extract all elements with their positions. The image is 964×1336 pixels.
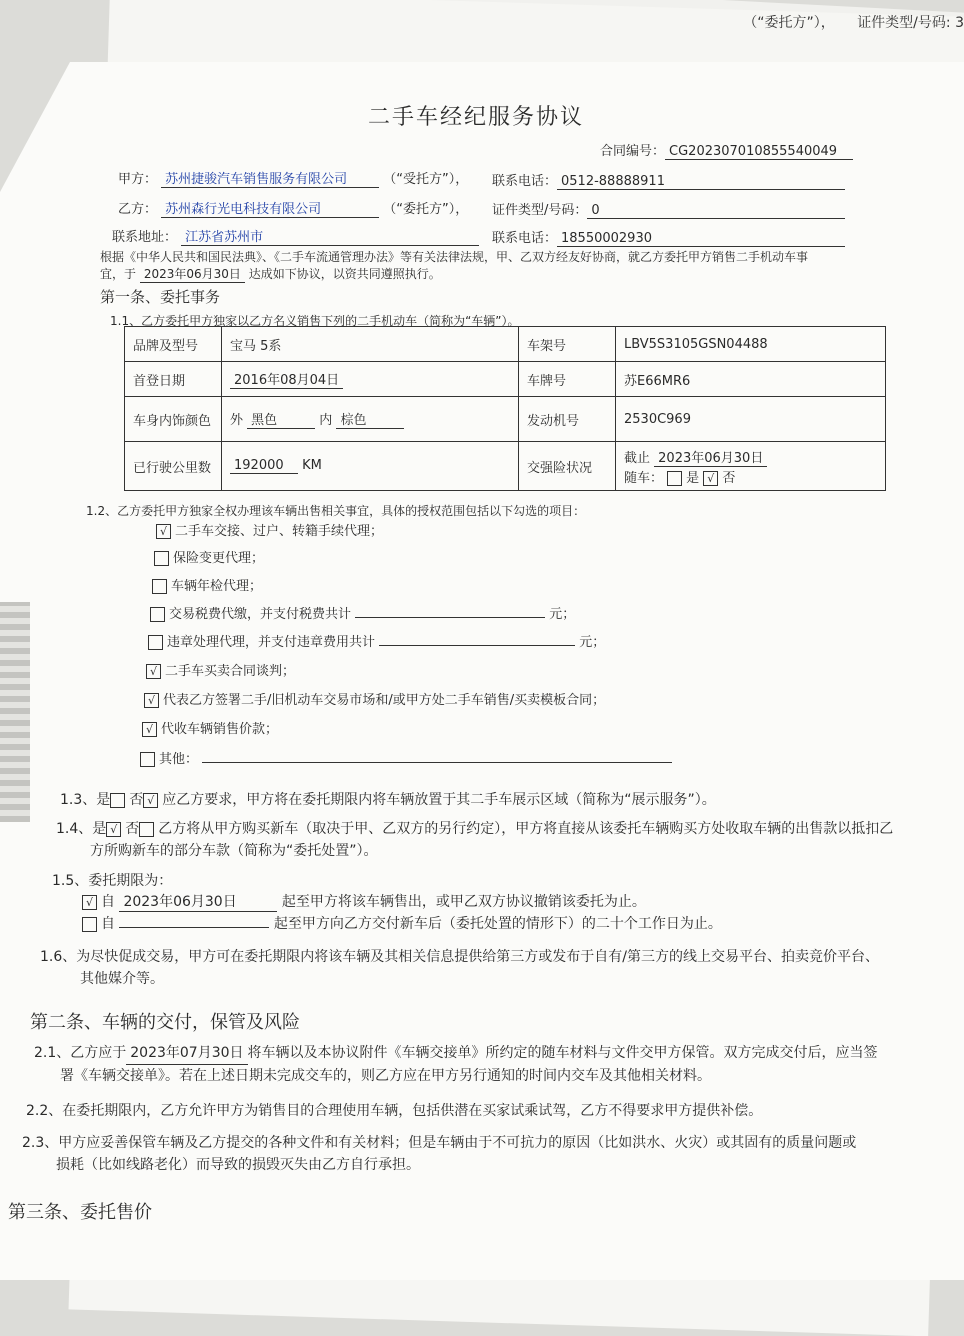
plate-value: 苏E66MR6 xyxy=(616,362,886,397)
term-from: 自 xyxy=(101,894,115,910)
vin-label: 车架号 xyxy=(519,327,616,362)
scope-item-4 xyxy=(150,603,575,622)
phone-label: 联系电话： xyxy=(492,174,558,189)
plate-label: 车牌号 xyxy=(519,362,616,397)
party-b-id-row xyxy=(492,199,845,219)
ext-color: 黑色 xyxy=(247,409,315,429)
insurance-label: 交强险状况 xyxy=(519,442,616,491)
basis-prefix: 宜，于 xyxy=(100,267,137,281)
scope-item-label: 车辆年检代理； xyxy=(171,579,263,594)
scope-checkbox[interactable] xyxy=(152,579,167,594)
basis-suffix: 达成如下协议，以资共同遵照执行。 xyxy=(248,267,441,281)
clause-1-3-no-checkbox[interactable]: √ xyxy=(143,793,158,808)
clause-1-2: 1.2、乙方委托甲方独家全权办理该车辆出售相关事宜，具体的授权范围包括以下勾选的项目： xyxy=(86,504,586,518)
mileage-cell xyxy=(222,442,519,491)
clause-1-4-no-checkbox[interactable] xyxy=(139,822,154,837)
term-2-date-blank[interactable] xyxy=(119,927,269,928)
party-b-name: 苏州森行光电科技有限公司 xyxy=(161,198,379,218)
scope-item-label: 其他： xyxy=(159,752,199,767)
clause-1-3-text: 应乙方要求，甲方将在委托期限内将车辆放置于其二手车展示区域（简称为“展示服务”）。 xyxy=(162,792,716,808)
scope-checkbox[interactable] xyxy=(154,551,169,566)
article-1-heading: 第一条、委托事务 xyxy=(100,288,221,306)
clause-1-4-yes-checkbox[interactable]: √ xyxy=(106,822,121,837)
yes-checkbox[interactable] xyxy=(667,471,682,486)
clause-1-6 xyxy=(40,946,879,990)
mileage-value: 192000 xyxy=(230,458,298,474)
scope-checkbox[interactable]: √ xyxy=(142,722,157,737)
strip-id-value: 3 xyxy=(955,15,964,31)
scope-item-8 xyxy=(142,718,278,737)
no-label: 否 xyxy=(722,470,736,486)
party-a-row xyxy=(118,168,468,188)
int-label: 内 xyxy=(319,413,333,428)
top-strip xyxy=(743,12,964,32)
color-cell xyxy=(222,397,519,442)
clause-2-3 xyxy=(22,1132,856,1176)
scope-item-label: 保险变更代理； xyxy=(173,551,265,566)
address-row xyxy=(112,226,479,246)
scope-item-label: 代表乙方签署二手/旧机动车交易市场和/或甲方处二手车销售/买卖模板合同； xyxy=(163,693,606,708)
term-2-checkbox[interactable] xyxy=(82,917,97,932)
brand-value: 宝马 5系 xyxy=(222,327,519,362)
strip-party: （“委托方”）， xyxy=(743,15,835,31)
clause-1-4-no: 否 xyxy=(125,821,140,837)
contract-number xyxy=(600,140,853,160)
clause-1-6-text: 1.6、为尽快促成交易，甲方可在委托期限内将该车辆及其相关信息提供给第三方或发布于自有/第三方的线上交易平台、拍卖竞价平台、 xyxy=(40,949,879,965)
fine-amount-blank[interactable] xyxy=(379,645,575,646)
no-checkbox[interactable]: √ xyxy=(703,471,718,486)
scope-item-label: 二手车交接、过户、转籍手续代理； xyxy=(175,524,384,539)
clause-2-3-text: 2.3、甲方应妥善保管车辆及乙方提交的各种文件和有关材料；但是车辆由于不可抗力的原因（比如洪水、火灾）或其固有的质量问题或 xyxy=(22,1135,857,1151)
party-a-name: 苏州捷骏汽车销售服务有限公司 xyxy=(161,168,379,188)
term-from: 自 xyxy=(101,916,115,932)
engine-label: 发动机号 xyxy=(519,397,616,442)
table-row xyxy=(125,327,886,362)
clause-1-4-text: 乙方将从甲方购买新车（取决于甲、乙双方的另行约定），甲方将直接从该委托车辆购买方处收取车辆的出售款以抵扣乙 xyxy=(158,821,894,837)
table-row xyxy=(125,442,886,491)
scope-item-6 xyxy=(146,660,295,679)
other-blank[interactable] xyxy=(202,762,672,763)
clause-2-1-date: 2023年07月30日 xyxy=(126,1042,247,1065)
clause-2-1-text: 将车辆以及本协议附件《车辆交接单》所约定的随车材料与文件交甲方保管。双方完成交付后，应当签 xyxy=(247,1045,878,1061)
scope-item-2 xyxy=(154,547,264,566)
basis-date: 2023年06月30日 xyxy=(140,265,245,283)
clause-1-4-yes: 是 xyxy=(92,821,107,837)
party-b-row xyxy=(118,198,468,218)
party-b-id: 0 xyxy=(587,203,845,219)
clause-1-3-no: 否 xyxy=(129,792,144,808)
color-label: 车身内饰颜色 xyxy=(125,397,222,442)
reg-value: 2016年08月04日 xyxy=(230,369,343,389)
contract-no-value: CG202307010855540049 xyxy=(665,144,853,160)
scope-checkbox[interactable]: √ xyxy=(146,664,161,679)
mileage-label: 已行驶公里数 xyxy=(125,442,222,491)
scope-item-1 xyxy=(156,520,383,539)
clause-1-3-num: 1.3、 xyxy=(60,792,97,808)
term-option-1 xyxy=(82,891,646,912)
article-2-heading: 第二条、车辆的交付，保管及风险 xyxy=(30,1012,300,1033)
yuan-label: 元； xyxy=(549,607,576,622)
clause-2-1 xyxy=(34,1042,878,1087)
clause-1-3 xyxy=(60,789,716,809)
int-color: 棕色 xyxy=(336,409,404,429)
vin-value: LBV5S3105GSN04488 xyxy=(616,327,886,362)
with-car-label: 随车： xyxy=(624,470,664,486)
engine-value: 2530C969 xyxy=(616,397,886,442)
scope-item-9 xyxy=(140,748,672,767)
clause-1-5: 1.5、委托期限为： xyxy=(52,873,173,889)
scope-checkbox[interactable] xyxy=(140,752,155,767)
clause-1-4-num: 1.4、 xyxy=(56,821,93,837)
scope-item-5 xyxy=(148,631,605,650)
phone-label-2: 联系电话： xyxy=(492,231,558,246)
insurance-cell xyxy=(616,442,886,491)
table-row xyxy=(125,397,886,442)
party-a-label: 甲方： xyxy=(118,172,158,187)
scope-item-3 xyxy=(152,575,262,594)
scope-item-label: 二手车买卖合同谈判； xyxy=(165,664,296,679)
term-1-text: 起至甲方将该车辆售出，或甲乙双方协议撤销该委托为止。 xyxy=(281,894,646,910)
ext-label: 外 xyxy=(230,413,244,428)
table-row xyxy=(125,362,886,397)
yes-label: 是 xyxy=(686,470,700,486)
scope-item-7 xyxy=(144,689,605,708)
id-label: 证件类型/号码： xyxy=(492,203,588,218)
address-value: 江苏省苏州市 xyxy=(181,226,479,246)
clause-1-4-text-2: 方所购新车的部分车款（简称为“委托处置”）。 xyxy=(90,843,378,859)
clause-1-3-yes: 是 xyxy=(96,792,111,808)
clause-1-6-text-2: 其他媒介等。 xyxy=(80,971,164,987)
term-start-date: 2023年06月30日 xyxy=(119,891,277,912)
strip-id-label: 证件类型/号码: xyxy=(857,15,951,31)
scope-item-label: 交易税费代缴，并支付税费共计 xyxy=(169,607,352,622)
party-b-phone-row xyxy=(492,227,845,247)
clause-1-1: 1.1、乙方委托甲方独家以乙方名义销售下列的二手机动车（简称为“车辆”）。 xyxy=(110,314,520,328)
basis-line-1: 根据《中华人民共和国民法典》、《二手车流通管理办法》等有关法律法规，甲、乙双方经友好协商，就乙方委托甲方销售二手机动车事 xyxy=(100,250,809,264)
tax-amount-blank[interactable] xyxy=(355,617,545,618)
basis-line-2 xyxy=(100,265,441,283)
scope-checkbox[interactable]: √ xyxy=(144,693,159,708)
party-b-label: 乙方： xyxy=(118,202,158,217)
clause-2-2: 2.2、在委托期限内，乙方允许甲方为销售目的合理使用车辆，包括供潜在买家试乘试驾，乙方不得要求甲方提供补偿。 xyxy=(26,1103,763,1119)
reg-cell xyxy=(222,362,519,397)
doc-title: 二手车经纪服务协议 xyxy=(368,105,585,130)
ins-until-date: 2023年06月30日 xyxy=(654,447,767,467)
term-option-2 xyxy=(82,913,722,933)
party-a-phone: 0512-88888911 xyxy=(557,174,845,190)
address-label: 联系地址： xyxy=(112,230,178,245)
clause-2-3-text-2: 损耗（比如线路老化）而导致的损毁灭失由乙方自行承担。 xyxy=(56,1157,420,1173)
scope-checkbox[interactable] xyxy=(150,607,165,622)
party-b-phone: 18550002930 xyxy=(557,231,845,247)
scope-item-label: 代收车辆销售价款； xyxy=(161,722,279,737)
article-3-heading: 第三条、委托售价 xyxy=(8,1202,152,1223)
yuan-label: 元； xyxy=(579,635,606,650)
term-1-checkbox[interactable]: √ xyxy=(82,895,97,910)
ins-until-label: 截止 xyxy=(624,450,651,466)
brand-label: 品牌及型号 xyxy=(125,327,222,362)
scope-item-label: 违章处理代理，并支付违章费用共计 xyxy=(167,635,376,650)
scope-checkbox[interactable] xyxy=(148,635,163,650)
vehicle-table xyxy=(124,326,886,491)
party-a-phone-row xyxy=(492,170,845,190)
scope-checkbox[interactable]: √ xyxy=(156,524,171,539)
binder-strip xyxy=(0,602,30,822)
clause-1-3-yes-checkbox[interactable] xyxy=(110,793,125,808)
contract-no-label: 合同编号： xyxy=(600,144,666,159)
clause-2-1-prefix: 2.1、乙方应于 xyxy=(34,1045,127,1061)
term-2-text: 起至甲方向乙方交付新车后（委托处置的情形下）的二十个工作日为止。 xyxy=(273,916,722,932)
mileage-unit: KM xyxy=(302,458,322,473)
reg-label: 首登日期 xyxy=(125,362,222,397)
clause-1-4 xyxy=(56,818,893,862)
clause-2-1-text-2: 署《车辆交接单》。若在上述日期未完成交车的，则乙方应在甲方另行通知的时间内交车及其他相关材料。 xyxy=(60,1068,711,1084)
party-a-role: （“受托方”）， xyxy=(383,172,469,187)
party-b-role: （“委托方”）， xyxy=(383,202,469,217)
